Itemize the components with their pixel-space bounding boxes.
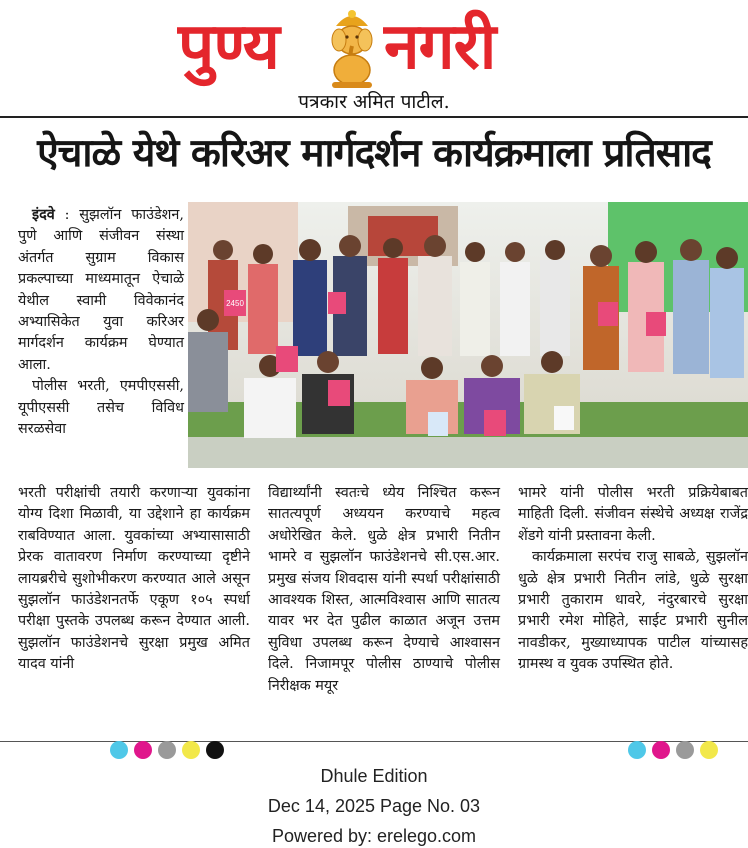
book-label-text: 2450	[226, 299, 244, 308]
footer-date-page: Dec 14, 2025 Page No. 03	[267, 796, 481, 816]
article-paragraph-1: : सुझलॉन फाउंडेशन, पुणे आणि संजीवन संस्था अंतर्गत सुग्राम विकास प्रकल्पाच्या माध्यमातून ऐचाळे येथील स्वामी विवेकानंद अभ्यासिकेत युवा करिअर मार्गदर्शन कार्यक्रम घेण्यात आला.	[18, 207, 184, 373]
registration-dot	[628, 741, 646, 759]
registration-dot	[182, 741, 200, 759]
registration-dot	[652, 741, 670, 759]
article-column-left-bottom	[18, 483, 250, 676]
article-paragraph-3: विद्यार्थ्यांनी स्वतःचे ध्येय निश्चित करून सातत्यपूर्ण अध्ययन करण्याचे महत्व अधोरेखित केले. धुळे क्षेत्र प्रभारी नितीन भामरे व सुझलॉन फाउंडेशनचे सी.एस.आर. प्रमुख संजय शिवदास यांनी स्पर्धा परीक्षांसाठी आवश्यक शिस्त, आत्मविश्वास आणि सातत्य यावर भर देत पुढील काळात अजून उत्तम सुविधा उपलब्ध करून देण्याचे आश्वासन दिले. निजामपूर पोलीस ठाण्याचे पोलीस निरीक्षक मयूर	[268, 485, 500, 694]
registration-dot	[676, 741, 694, 759]
event-group-photo	[188, 202, 748, 468]
article-paragraph-5: कार्यक्रमाला सरपंच राजु साबळे, सुझलॉन धुळे क्षेत्र प्रभारी नितीन लांडे, धुळे सुरक्षा प्रभारी तुकाराम धावरे, नंदुरबारचे सुरक्षा प्रभारी रमेश मोहिते, साईट प्रभारी सुनील नावडीकर, मुख्याध्यापक पाटील यांच्यासह ग्रामस्थ व युवक उपस्थित होते.	[518, 549, 748, 673]
masthead-title-left: पुण्य	[178, 10, 279, 84]
reporter-byline: पत्रकार अमित पाटील.	[298, 91, 450, 113]
article-column-right	[518, 483, 748, 676]
footer-powered-by: Powered by: erelego.com	[271, 826, 477, 846]
registration-dot	[134, 741, 152, 759]
ganesha-logo-icon	[318, 4, 386, 90]
article-column-left-top	[18, 204, 184, 440]
registration-marks-left	[110, 741, 224, 759]
article-paragraph-4: भामरे यांनी पोलीस भरती प्रक्रियेबाबत माहिती दिली. संजीवन संस्थेचे अध्यक्ष राजेंद्र शेंडगे यांनी प्रस्तावना केली.	[518, 485, 748, 544]
registration-dot	[110, 741, 128, 759]
article-paragraph-2-start: पोलीस भरती, एमपीएससी, यूपीएससी तसेच विविध सरळसेवा	[18, 378, 184, 438]
article-paragraph-2-continued: भरती परीक्षांची तयारी करणाऱ्या युवकांना योग्य दिशा मिळावी, या उद्देशाने हा कार्यक्रम राबविण्यात आला. युवकांच्या अभ्यासासाठी प्रेरक वातावरण निर्माण करण्याच्या दृष्टीने लायब्ररीचे सुशोभीकरण करण्यात आले असून सुझलॉन फाउंडेशनतर्फे एकूण १०५ स्पर्धा परीक्षा पुस्तके उपलब्ध करून देण्यात आली. सुझलॉन फाउंडेशनचे सुरक्षा प्रमुख अमित यादव यांनी	[18, 485, 250, 673]
dateline: इंदवे	[32, 206, 55, 223]
footer-edition: Dhule Edition	[320, 766, 428, 786]
registration-dot	[206, 741, 224, 759]
headline: ऐचाळे येथे करिअर मार्गदर्शन कार्यक्रमाला प्रतिसाद	[37, 131, 711, 176]
registration-marks-right	[628, 741, 718, 759]
registration-dot	[158, 741, 176, 759]
registration-dot	[700, 741, 718, 759]
article-column-middle	[268, 483, 500, 697]
masthead	[0, 0, 748, 112]
masthead-divider	[0, 116, 748, 118]
masthead-title-right: नगरी	[384, 10, 496, 84]
